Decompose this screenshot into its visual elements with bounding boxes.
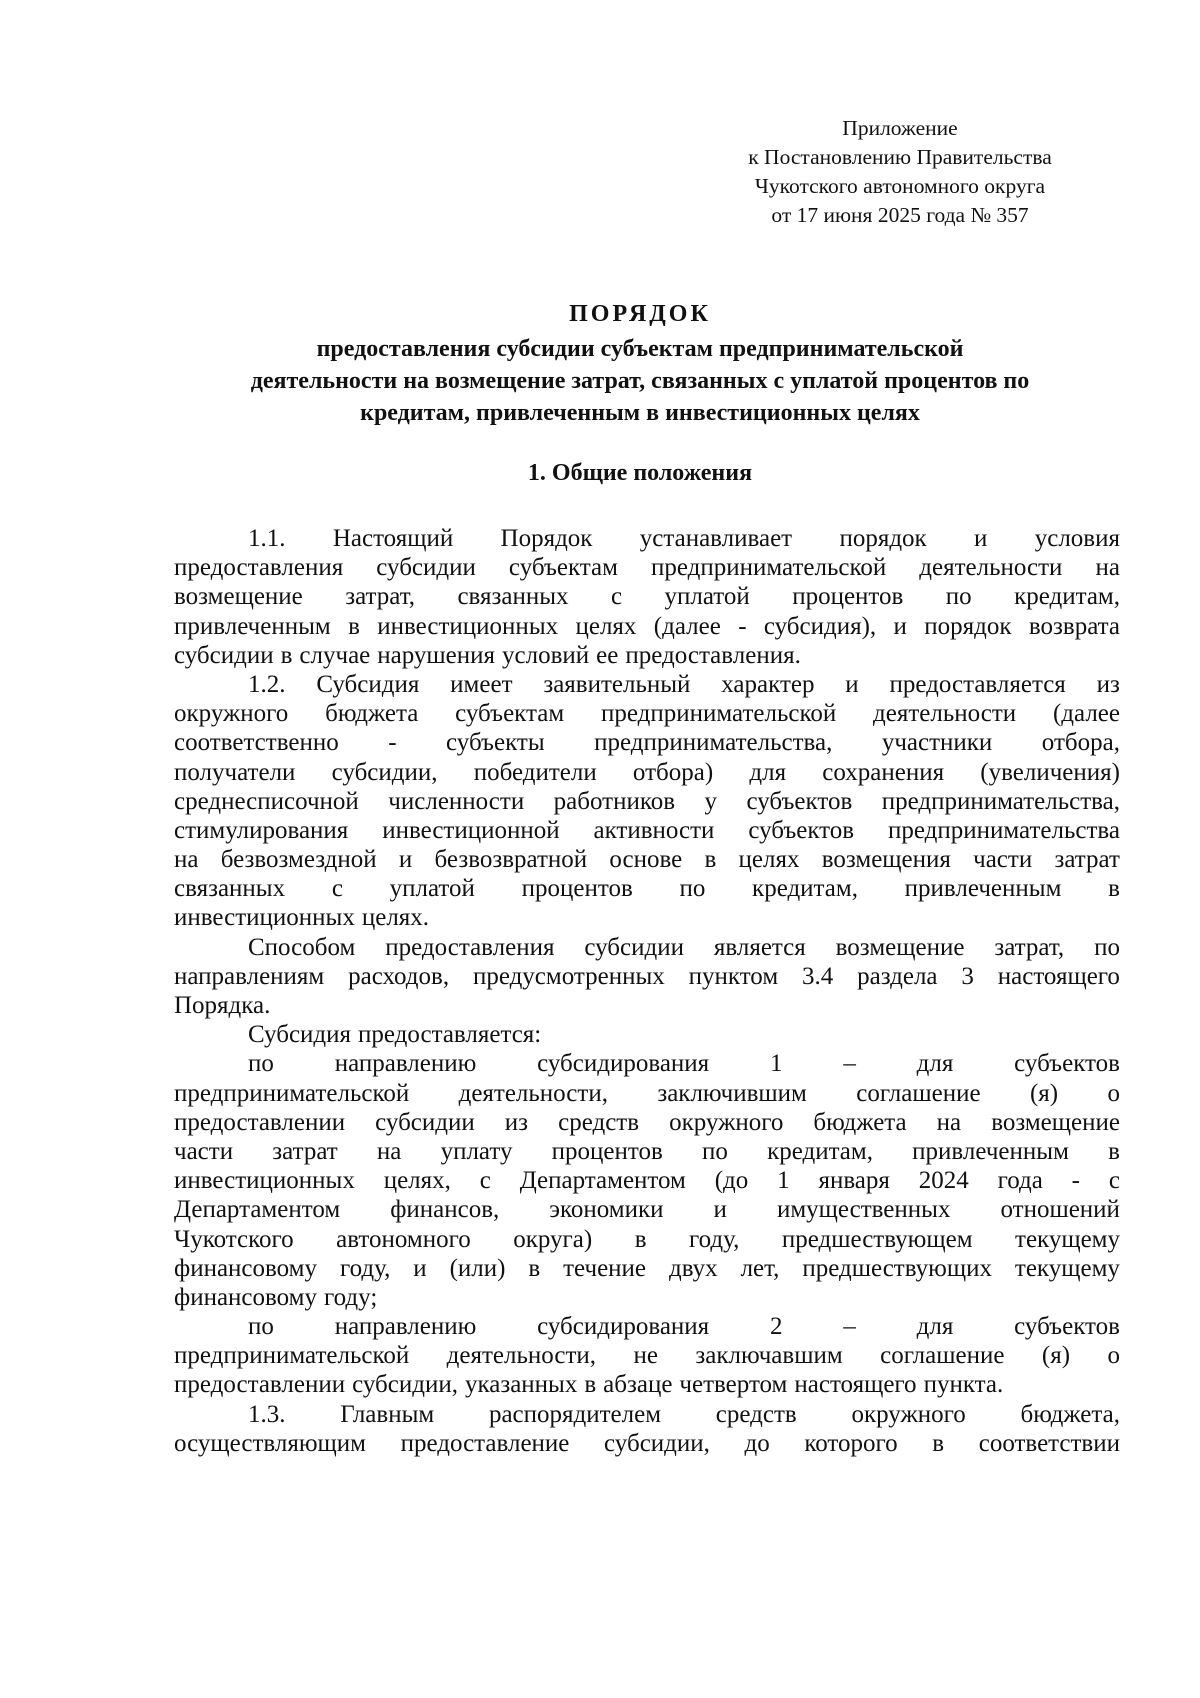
- appendix-header: [700, 114, 1100, 230]
- document-title-block: [160, 298, 1120, 429]
- word: отбора,: [1041, 729, 1120, 757]
- word: уплатой: [389, 875, 475, 903]
- body-line: [174, 1341, 1120, 1370]
- word: и: [845, 670, 859, 698]
- word: которого: [804, 1429, 898, 1457]
- word: активности: [593, 816, 715, 844]
- word: из: [504, 1108, 529, 1136]
- word: деятельности: [919, 554, 1063, 582]
- word: по: [701, 1137, 728, 1165]
- body-line: [174, 758, 1120, 787]
- word: среднесписочной: [174, 787, 359, 815]
- word: направлению: [334, 1050, 477, 1078]
- body-line: [174, 1108, 1120, 1137]
- word: по: [248, 1050, 274, 1078]
- body-line: [174, 612, 1120, 641]
- word: окружного: [174, 700, 289, 728]
- word: характер: [721, 670, 815, 698]
- word: процентов: [521, 875, 633, 903]
- word: настоящего: [997, 962, 1120, 990]
- word: окружного: [669, 1108, 784, 1136]
- word: случае: [299, 641, 371, 669]
- word: субсидия),: [763, 612, 877, 640]
- word: субъектов: [746, 787, 853, 815]
- word: субъекты: [446, 729, 545, 757]
- word: средств: [715, 1400, 797, 1428]
- word: затрат,: [994, 933, 1065, 961]
- word: возмещение: [835, 933, 965, 961]
- word: (я): [1041, 1342, 1071, 1370]
- word: направлениям: [174, 962, 325, 990]
- word: финансовому: [174, 1254, 318, 1282]
- subtitle-line-2: деятельности на возмещение затрат, связанных с уплатой процентов по: [250, 368, 1030, 394]
- word: условия: [1034, 525, 1120, 552]
- word: предусмотренных: [472, 962, 665, 990]
- word: связанных: [457, 583, 569, 611]
- word: затрат: [272, 1137, 338, 1165]
- word: из: [1096, 670, 1120, 698]
- word: целях.: [361, 904, 430, 932]
- word: по: [945, 583, 972, 611]
- word: устанавливает: [639, 525, 793, 552]
- word: инвестиционных: [174, 904, 355, 932]
- word: 1.1.: [248, 525, 286, 552]
- body-line: [174, 728, 1120, 757]
- word: целях: [738, 846, 800, 874]
- word: предоставлении: [174, 1108, 346, 1136]
- word: (далее: [1052, 700, 1120, 728]
- word: текущему: [1014, 1254, 1120, 1282]
- word: соответственно: [174, 729, 339, 757]
- word: заключившим: [657, 1079, 807, 1107]
- word: деятельности,: [446, 1342, 597, 1370]
- word: порядок: [924, 612, 1012, 640]
- word: не: [633, 1342, 658, 1370]
- word: до: [744, 1429, 770, 1457]
- body-line: [174, 1429, 1120, 1458]
- word: экономики: [549, 1196, 664, 1224]
- word: -: [388, 729, 397, 757]
- word: двух: [668, 1254, 718, 1282]
- word: абзаце: [603, 1371, 673, 1399]
- word: о: [1107, 1342, 1120, 1370]
- word: отношений: [1000, 1196, 1120, 1224]
- word: в: [528, 1254, 541, 1282]
- word: пункта.: [923, 1371, 1004, 1399]
- word: и: [713, 1196, 727, 1224]
- body-line: [174, 1137, 1120, 1166]
- word: (далее: [653, 612, 721, 640]
- body-line: [174, 933, 1120, 962]
- word: в: [634, 1225, 647, 1253]
- word: инвестиционных: [377, 612, 559, 640]
- body-line: [174, 641, 1120, 670]
- word: возмещения: [821, 846, 951, 874]
- word: численности: [388, 787, 525, 815]
- word: отбора): [632, 758, 714, 786]
- word: 1.2.: [248, 670, 286, 698]
- word: предпринимательской: [600, 700, 837, 728]
- word: (увеличения): [980, 758, 1120, 786]
- word: целях: [575, 612, 637, 640]
- word: четвертом: [679, 1371, 788, 1399]
- word: уплату: [440, 1137, 513, 1165]
- word: порядок: [839, 525, 927, 552]
- word: настоящего: [794, 1371, 917, 1399]
- word: на: [936, 1108, 962, 1136]
- word: процентов: [792, 583, 904, 611]
- word: округа): [513, 1225, 593, 1253]
- word: предшествующем: [781, 1225, 973, 1253]
- word: затрат,: [345, 583, 416, 611]
- word: 2: [770, 1313, 783, 1341]
- word: бюджета: [325, 700, 419, 728]
- word: для: [916, 1050, 954, 1078]
- word: связанных: [174, 875, 286, 903]
- word: (я): [1029, 1079, 1059, 1107]
- word: условий: [502, 641, 590, 669]
- word: с: [610, 583, 623, 611]
- word: -: [738, 612, 747, 640]
- word: Департаментом: [174, 1196, 341, 1224]
- word: субсидии,: [604, 1429, 710, 1457]
- word: 1: [777, 1167, 790, 1195]
- word: с: [1108, 1167, 1120, 1195]
- word: году;: [324, 1283, 378, 1311]
- word: сохранения: [822, 758, 945, 786]
- word: –: [843, 1050, 856, 1078]
- word: деятельности: [873, 700, 1017, 728]
- word: кредитам,: [1014, 583, 1120, 611]
- word: и: [398, 846, 413, 874]
- body-line: [174, 524, 1120, 553]
- word: нарушения: [377, 641, 496, 669]
- body-line: [174, 1400, 1120, 1429]
- word: предпринимательства,: [594, 729, 833, 757]
- word: для: [916, 1313, 954, 1341]
- word: Главным: [340, 1400, 435, 1428]
- word: финансов,: [390, 1196, 500, 1224]
- word: предпринимательской: [174, 1079, 410, 1107]
- appendix-line-1: Приложение: [842, 116, 958, 140]
- word: привлеченным: [912, 1137, 1069, 1165]
- word: получатели: [174, 758, 296, 786]
- word: Настоящий: [332, 525, 454, 552]
- word: Чукотского: [174, 1225, 294, 1253]
- word: субсидирования: [537, 1050, 710, 1078]
- word: является: [713, 933, 806, 961]
- word: в: [1108, 1137, 1120, 1165]
- word: в: [280, 641, 293, 669]
- word: Департаментом: [519, 1167, 686, 1195]
- word: Субсидия: [316, 670, 420, 698]
- word: на: [1095, 554, 1120, 582]
- word: указанных: [464, 1371, 578, 1399]
- word: субсидии: [376, 554, 476, 582]
- body-line: [174, 1049, 1120, 1078]
- word: субсидии: [375, 1108, 475, 1136]
- word: предшествующих: [802, 1254, 992, 1282]
- word: (или): [449, 1254, 506, 1282]
- word: субсидии,: [331, 758, 438, 786]
- word: части: [973, 846, 1033, 874]
- body-line: [174, 1079, 1120, 1108]
- word: целях,: [383, 1167, 451, 1195]
- body-line: [174, 1225, 1120, 1254]
- body-line: [174, 962, 1120, 991]
- word: работников: [553, 787, 676, 815]
- word: о: [1107, 1079, 1120, 1107]
- word: привлеченным: [174, 612, 331, 640]
- word: возмещение: [991, 1108, 1120, 1136]
- word: в: [584, 1371, 597, 1399]
- word: предоставляется:: [358, 1021, 542, 1049]
- word: Порядок: [500, 525, 593, 552]
- body-line: [174, 582, 1120, 611]
- word: предоставления: [174, 554, 344, 582]
- word: расходов,: [348, 962, 450, 990]
- body-line: [174, 816, 1120, 845]
- word: возврата: [1028, 612, 1120, 640]
- word: соответствии: [978, 1429, 1120, 1457]
- body-line: [174, 670, 1120, 699]
- word: 3: [961, 962, 974, 990]
- word: безвозмездной: [220, 846, 377, 874]
- word: предоставлении: [174, 1371, 346, 1399]
- word: кредитам,: [767, 1137, 873, 1165]
- word: субсидии: [584, 933, 684, 961]
- word: кредитам,: [752, 875, 858, 903]
- word: предоставления: [385, 933, 555, 961]
- word: января: [818, 1167, 890, 1195]
- word: бюджета: [813, 1108, 907, 1136]
- word: уплатой: [664, 583, 750, 611]
- word: победители: [473, 758, 597, 786]
- word: инвестиционной: [382, 816, 560, 844]
- body-line: [174, 1312, 1120, 1341]
- word: субъектов: [1014, 1313, 1120, 1341]
- word: по: [248, 1313, 274, 1341]
- word: на: [174, 846, 199, 874]
- word: субъектов: [1014, 1050, 1120, 1078]
- word: распорядителем: [488, 1400, 662, 1428]
- word: субсидии,: [352, 1371, 458, 1399]
- word: с: [331, 875, 343, 903]
- word: и: [893, 612, 907, 640]
- word: раздела: [857, 962, 938, 990]
- word: в: [348, 612, 360, 640]
- word: основе: [609, 846, 683, 874]
- word: года: [997, 1167, 1043, 1195]
- word: пунктом: [688, 962, 779, 990]
- word: окружного: [851, 1400, 966, 1428]
- word: у: [704, 787, 717, 815]
- word: году,: [339, 1254, 391, 1282]
- word: -: [1071, 1167, 1080, 1195]
- word: 1.3.: [248, 1400, 286, 1428]
- body-text: [174, 524, 1120, 1458]
- word: субсидии: [174, 641, 274, 669]
- subtitle-line-3: кредитам, привлеченным в инвестиционных целях: [360, 400, 920, 426]
- body-line: [174, 1166, 1120, 1195]
- body-line: [174, 1254, 1120, 1283]
- word: 2024: [918, 1167, 969, 1195]
- word: в: [1108, 875, 1120, 903]
- word: средств: [558, 1108, 640, 1136]
- word: инвестиционных: [174, 1167, 355, 1195]
- word: имеет: [450, 670, 513, 698]
- word: 1: [770, 1050, 783, 1078]
- word: лет,: [740, 1254, 780, 1282]
- word: предоставление: [400, 1429, 570, 1457]
- body-line: [174, 874, 1120, 903]
- body-line: [174, 1370, 1120, 1399]
- word: соглашение: [856, 1079, 981, 1107]
- word: субъектам: [508, 554, 618, 582]
- subtitle-line-1: предоставления субсидии субъектам предпринимательской: [316, 336, 964, 362]
- word: и: [974, 525, 988, 552]
- word: имущественных: [776, 1196, 951, 1224]
- body-line: [174, 903, 1120, 932]
- word: привлеченным: [904, 875, 1062, 903]
- word: соглашение: [880, 1342, 1005, 1370]
- word: финансовому: [174, 1283, 318, 1311]
- body-line: [174, 991, 1120, 1020]
- word: автономного: [336, 1225, 471, 1253]
- word: на: [376, 1137, 402, 1165]
- word: в: [704, 846, 717, 874]
- word: 3.4: [802, 962, 834, 990]
- word: (до: [714, 1167, 749, 1195]
- word: заключавшим: [695, 1342, 843, 1370]
- word: Субсидия: [248, 1021, 352, 1049]
- body-line: [174, 1195, 1120, 1224]
- word: возмещение: [174, 583, 303, 611]
- word: и: [413, 1254, 427, 1282]
- word: участники: [881, 729, 993, 757]
- word: предпринимательской: [174, 1342, 410, 1370]
- word: осуществляющим: [174, 1429, 366, 1457]
- body-line: [174, 1020, 1120, 1049]
- word: процентов: [551, 1137, 663, 1165]
- word: в: [932, 1429, 945, 1457]
- word: заявительный: [543, 670, 691, 698]
- word: –: [843, 1313, 856, 1341]
- word: направлению: [334, 1313, 477, 1341]
- body-line: [174, 845, 1120, 874]
- word: предоставления.: [625, 641, 801, 669]
- word: ее: [596, 641, 619, 669]
- word: течение: [563, 1254, 647, 1282]
- word: Порядка.: [174, 992, 271, 1019]
- word: предоставляется: [889, 670, 1066, 698]
- body-line: [174, 699, 1120, 728]
- word: затрат: [1054, 846, 1120, 874]
- word: предпринимательской: [651, 554, 887, 582]
- word: Способом: [248, 933, 356, 961]
- body-line: [174, 787, 1120, 816]
- word: безвозвратной: [434, 846, 588, 874]
- word: году,: [689, 1225, 740, 1253]
- word: бюджета,: [1020, 1400, 1120, 1428]
- word: для: [749, 758, 787, 786]
- body-line: [174, 553, 1120, 582]
- word: текущему: [1015, 1225, 1120, 1253]
- word: предпринимательства: [887, 816, 1120, 844]
- word: по: [679, 875, 706, 903]
- appendix-line-2: к Постановлению Правительства: [748, 145, 1052, 169]
- word: с: [479, 1167, 491, 1195]
- word: части: [174, 1137, 234, 1165]
- appendix-line-3: Чукотского автономного округа: [754, 174, 1046, 198]
- word: предпринимательства,: [881, 787, 1120, 815]
- word: субъектам: [455, 700, 565, 728]
- word: стимулирования: [174, 816, 349, 844]
- word: деятельности,: [458, 1079, 608, 1107]
- word: субъектов: [748, 816, 855, 844]
- appendix-line-4: от 17 июня 2025 года № 357: [771, 203, 1029, 227]
- word: субсидирования: [537, 1313, 710, 1341]
- document-title: ПОРЯДОК: [569, 301, 711, 327]
- body-line: [174, 1283, 1120, 1312]
- section-heading: 1. Общие положения: [527, 460, 753, 486]
- word: по: [1094, 933, 1120, 961]
- document-subtitle: [160, 333, 1120, 429]
